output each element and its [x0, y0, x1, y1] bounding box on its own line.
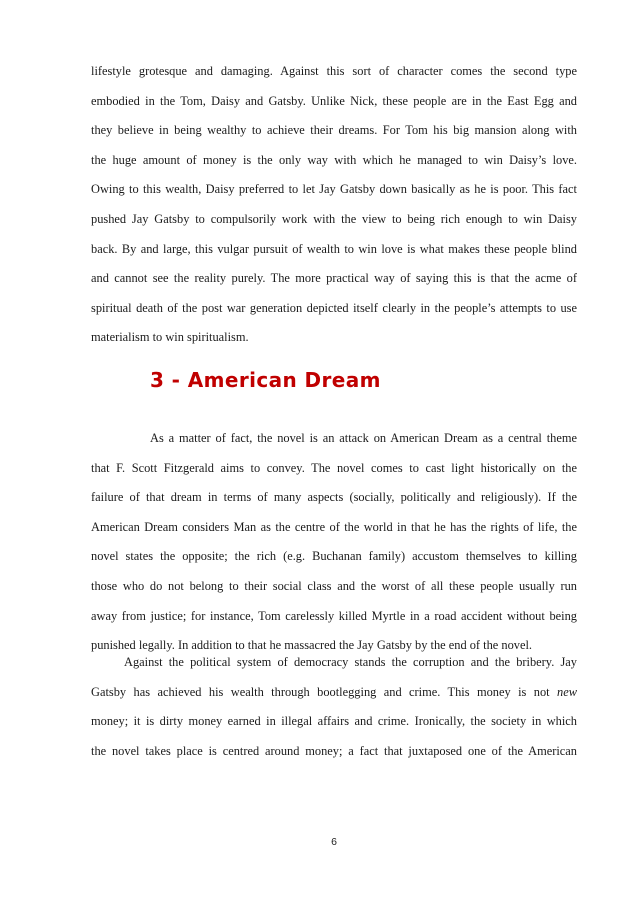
text-line: lifestyle grotesque and damaging. Against this sort of character comes the second type	[91, 64, 577, 78]
text-line: novel states the opposite; the rich (e.g. Buchanan family) accustom themselves to killing	[91, 549, 577, 564]
text-line: and cannot see the reality purely. The more practical way of saying this is that the acme of	[91, 271, 577, 286]
section-heading: 3 - American Dream	[150, 368, 381, 392]
text-line: punished legally. In addition to that he massacred the Jay Gatsby by the end of the novel.	[91, 638, 533, 653]
text-line: the novel takes place is centred around money; a fact that juxtaposed one of the American	[91, 743, 577, 758]
text-line	[91, 678, 577, 708]
text-line: those who do not belong to their social class and the worst of all these people usually run	[91, 578, 577, 593]
text-line: Owing to this wealth, Daisy preferred to let Jay Gatsby down basically as he is poor. This fact	[91, 182, 577, 197]
text-line: American Dream considers Man as the centre of the world in that he has the rights of life, the	[91, 519, 577, 534]
text-line: money; it is dirty money earned in illegal affairs and crime. Ironically, the society in which	[91, 714, 577, 729]
text-line: that F. Scott Fitzgerald aims to convey. The novel comes to cast light historically on the	[91, 460, 577, 475]
text-line: As a matter of fact, the novel is an attack on American Dream as a central theme	[150, 431, 577, 445]
text-segment: Gatsby has achieved his wealth through bootlegging and crime. This money is not	[91, 684, 558, 699]
paragraph-2	[91, 424, 577, 661]
text-line: Against the political system of democracy stands the corruption and the bribery. Jay	[124, 655, 577, 669]
paragraph-3	[91, 648, 577, 766]
text-line: they believe in being wealthy to achieve their dreams. For Tom his big mansion along with	[91, 123, 577, 138]
text-line: spiritual death of the post war generation depicted itself clearly in the people’s attempts to use	[91, 300, 577, 315]
text-line: away from justice; for instance, Tom carelessly killed Myrtle in a road accident without being	[91, 608, 577, 623]
emphasized-word: new	[557, 684, 577, 699]
text-line: back. By and large, this vulgar pursuit of wealth to win love is what makes these people blind	[91, 241, 577, 256]
page-number: 6	[331, 836, 337, 848]
text-line: failure of that dream in terms of many aspects (socially, politically and religiously). If the	[91, 490, 577, 505]
text-line: the huge amount of money is the only way with which he managed to win Daisy’s love.	[91, 152, 577, 167]
text-line: materialism to win spiritualism.	[91, 330, 249, 345]
paragraph-1	[91, 57, 577, 353]
text-line: pushed Jay Gatsby to compulsorily work with the view to being rich enough to win Daisy	[91, 211, 577, 226]
text-line: embodied in the Tom, Daisy and Gatsby. Unlike Nick, these people are in the East Egg and	[91, 93, 577, 108]
